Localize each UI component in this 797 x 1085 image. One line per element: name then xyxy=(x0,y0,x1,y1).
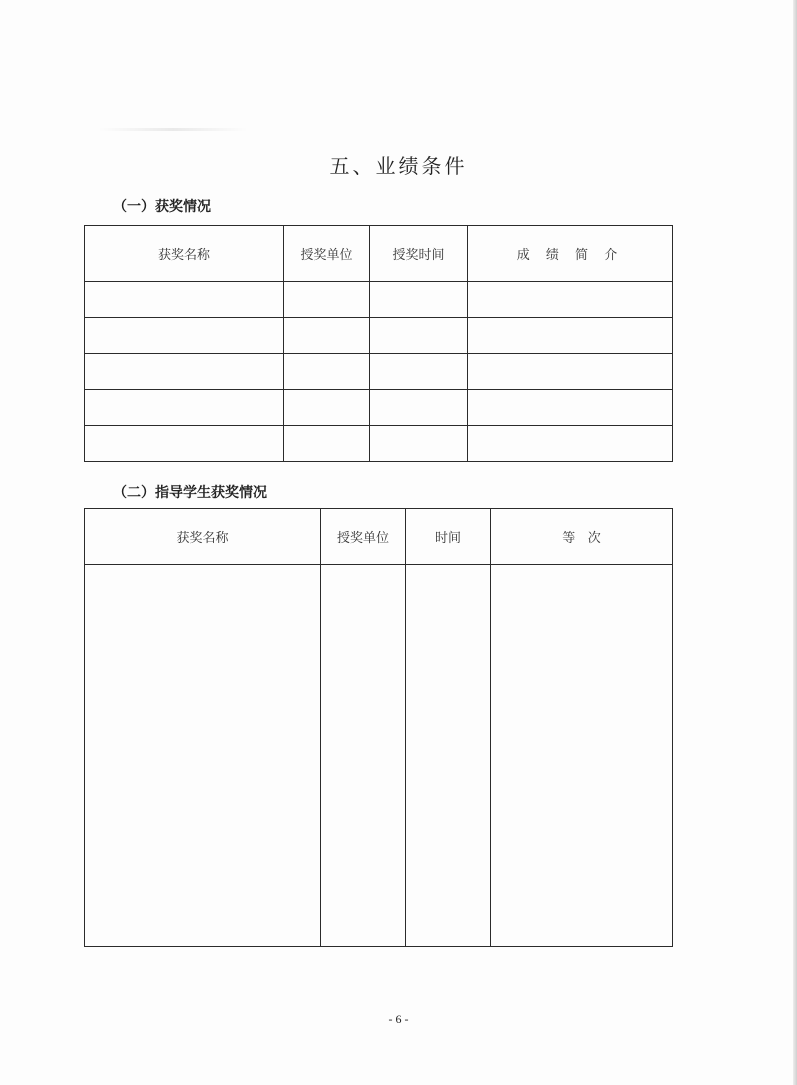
table-cell[interactable] xyxy=(468,282,673,318)
section-label-student-awards: （二）指导学生获奖情况 xyxy=(113,485,267,501)
table-cell[interactable] xyxy=(284,282,370,318)
table-cell[interactable] xyxy=(370,318,468,354)
table-cell[interactable] xyxy=(468,354,673,390)
table-row xyxy=(85,565,673,947)
student-awards-table xyxy=(84,508,673,947)
table-cell[interactable] xyxy=(468,426,673,462)
table-header-row xyxy=(85,509,673,565)
table-cell[interactable] xyxy=(85,565,321,947)
table-cell[interactable] xyxy=(85,354,284,390)
column-header-award-time: 授奖时间 xyxy=(370,226,468,282)
column-header-achievement-summary: 成 绩 简 介 xyxy=(468,226,673,282)
column-header-granting-unit: 授奖单位 xyxy=(321,509,406,565)
table-cell[interactable] xyxy=(468,390,673,426)
table-cell[interactable] xyxy=(406,565,491,947)
table-cell[interactable] xyxy=(370,426,468,462)
table-cell[interactable] xyxy=(370,354,468,390)
table-cell[interactable] xyxy=(85,318,284,354)
table-cell[interactable] xyxy=(491,565,673,947)
table-row xyxy=(85,426,673,462)
page-number: - 6 - xyxy=(388,1012,409,1026)
table-row xyxy=(85,282,673,318)
table-row xyxy=(85,354,673,390)
table-cell[interactable] xyxy=(468,318,673,354)
column-header-time: 时间 xyxy=(406,509,491,565)
table-cell[interactable] xyxy=(85,426,284,462)
table-row xyxy=(85,390,673,426)
scan-smudge xyxy=(98,128,248,131)
table-cell[interactable] xyxy=(370,282,468,318)
table-cell[interactable] xyxy=(85,390,284,426)
table-row xyxy=(85,318,673,354)
table-cell[interactable] xyxy=(284,390,370,426)
table-cell[interactable] xyxy=(85,282,284,318)
column-header-rank: 等 次 xyxy=(491,509,673,565)
table-cell[interactable] xyxy=(370,390,468,426)
column-header-award-name: 获奖名称 xyxy=(85,509,321,565)
section-label-awards: （一）获奖情况 xyxy=(113,199,211,215)
column-header-granting-unit: 授奖单位 xyxy=(284,226,370,282)
column-header-award-name: 获奖名称 xyxy=(85,226,284,282)
table-cell[interactable] xyxy=(284,354,370,390)
table-cell[interactable] xyxy=(284,426,370,462)
awards-table xyxy=(84,225,673,462)
table-header-row xyxy=(85,226,673,282)
table-cell[interactable] xyxy=(321,565,406,947)
table-cell[interactable] xyxy=(284,318,370,354)
page-title: 五、业绩条件 xyxy=(329,154,468,178)
